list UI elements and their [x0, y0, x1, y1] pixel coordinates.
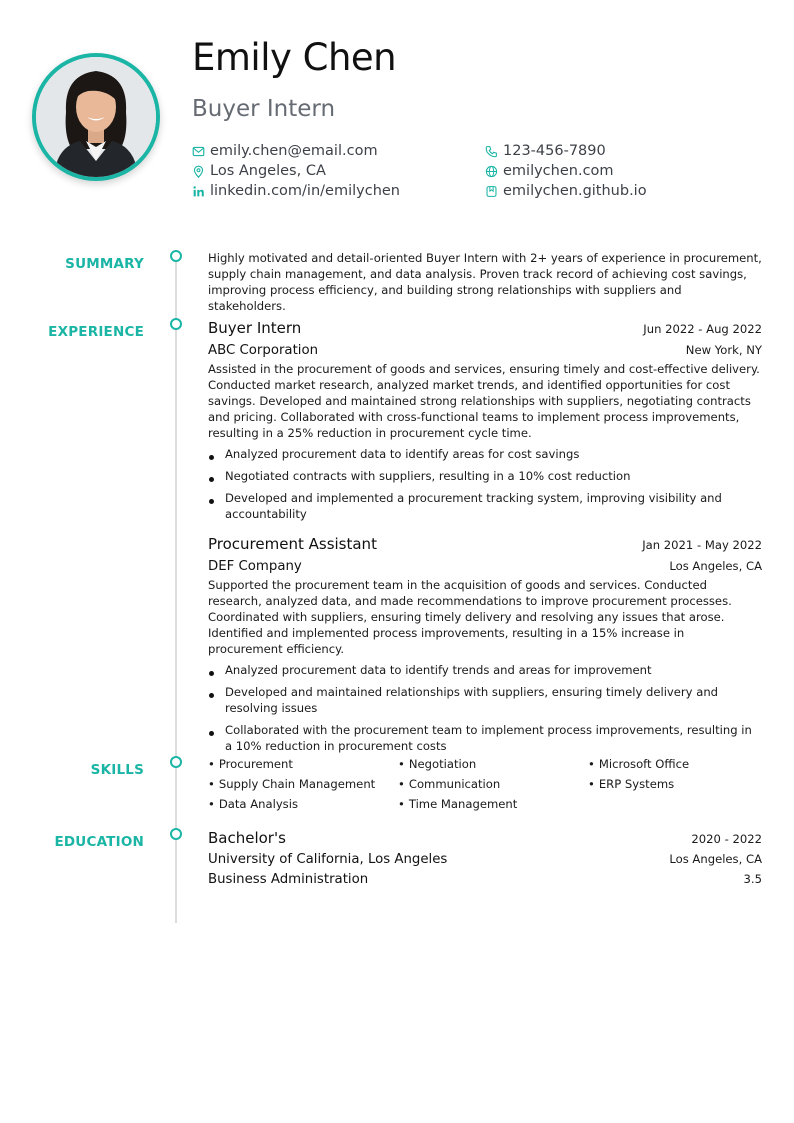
summary-timeline-dot: [170, 250, 182, 262]
candidate-name: Emily Chen: [192, 36, 397, 79]
job-bullet: Negotiated contracts with suppliers, resulting in a 10% cost reduction: [208, 468, 762, 484]
education-timeline-dot: [170, 828, 182, 840]
experience-timeline-dot: [170, 318, 182, 330]
timeline-line: [175, 262, 177, 923]
website-text: emilychen.com: [503, 163, 614, 179]
globe-icon: [485, 165, 498, 178]
job-title: Procurement Assistant: [208, 535, 377, 553]
job-bullets: [208, 662, 762, 754]
skills-section: [208, 756, 762, 812]
education-section: [208, 829, 762, 887]
skill-item: • Microsoft Office: [588, 756, 762, 772]
summary-heading: SUMMARY: [65, 256, 144, 272]
github-contact[interactable]: [485, 183, 647, 199]
education-major-row: [208, 872, 762, 887]
skill-item: • Time Management: [398, 796, 588, 812]
skills-timeline-dot: [170, 756, 182, 768]
skill-item: • ERP Systems: [588, 776, 762, 792]
job-bullet: Developed and maintained relationships with suppliers, ensuring timely delivery and resolving issues: [208, 684, 762, 716]
job-location: New York, NY: [685, 343, 762, 357]
email-contact[interactable]: [192, 143, 378, 159]
summary-section: [208, 250, 762, 314]
linkedin-icon: [192, 185, 205, 198]
skill-item: • Negotiation: [398, 756, 588, 772]
phone-text: 123-456-7890: [503, 143, 606, 159]
job-bullets: [208, 446, 762, 522]
education-heading: EDUCATION: [54, 834, 144, 850]
job-subheader: [208, 343, 762, 358]
school-name: University of California, Los Angeles: [208, 852, 448, 867]
skill-item: • Communication: [398, 776, 588, 792]
phone-contact[interactable]: [485, 143, 606, 159]
major: Business Administration: [208, 872, 369, 887]
job-header: [208, 535, 762, 553]
job-date: Jan 2021 - May 2022: [642, 538, 762, 552]
skill-item: • Data Analysis: [208, 796, 398, 812]
job-title: Buyer Intern: [208, 319, 302, 337]
skills-grid: [208, 756, 762, 812]
degree: Bachelor's: [208, 829, 286, 847]
skill-item: • Supply Chain Management: [208, 776, 398, 792]
education-school-row: [208, 852, 762, 867]
job-entry: [208, 319, 762, 522]
skill-item: • Procurement: [208, 756, 398, 772]
email-text: emily.chen@email.com: [210, 143, 378, 159]
experience-section: [208, 319, 762, 760]
experience-heading: EXPERIENCE: [48, 324, 144, 340]
location-contact: [192, 163, 326, 179]
job-company: ABC Corporation: [208, 343, 319, 358]
skills-heading: SKILLS: [90, 762, 144, 778]
gpa: 3.5: [743, 872, 762, 886]
job-header: [208, 319, 762, 337]
portrait-image: [36, 57, 156, 177]
education-header: [208, 829, 762, 847]
candidate-title: Buyer Intern: [192, 96, 336, 122]
job-description: Supported the procurement team in the acquisition of goods and services. Conducted research, analyzed data, and made recommendations to improve procurement processes. Coordinated with suppliers, ensuring timely delivery and resolving any issues that arose. Identified and implemented process improvements, resulting in a 15% increase in procurement efficiency.: [208, 578, 732, 656]
bookmark-icon: [485, 185, 498, 198]
github-text: emilychen.github.io: [503, 183, 647, 199]
school-location: Los Angeles, CA: [669, 852, 762, 866]
mail-icon: [192, 145, 205, 158]
job-subheader: [208, 559, 762, 574]
summary-text: Highly motivated and detail-oriented Buyer Intern with 2+ years of experience in procurement, supply chain management, and data analysis. Proven track record of achieving cost savings, improving process efficiency, and building strong relationships with suppliers and stakeholders.: [208, 251, 762, 313]
education-years: 2020 - 2022: [691, 832, 762, 846]
linkedin-text: linkedin.com/in/emilychen: [210, 183, 400, 199]
job-company: DEF Company: [208, 559, 302, 574]
job-bullet: Developed and implemented a procurement tracking system, improving visibility and accountability: [208, 490, 762, 522]
job-bullet: Analyzed procurement data to identify trends and areas for improvement: [208, 662, 762, 678]
website-contact[interactable]: [485, 163, 614, 179]
job-description: Assisted in the procurement of goods and services, ensuring timely and cost-effective delivery. Conducted market research, analyzed market trends, and identified opportunities for cost savings. Developed and maintained strong relationships with suppliers, negotiating contracts and pricing. Collaborated with cross-functional teams to implement process improvements, resulting in a 25% reduction in procurement cycle time.: [208, 362, 760, 440]
job-entry: [208, 535, 762, 754]
job-bullet: Analyzed procurement data to identify areas for cost savings: [208, 446, 762, 462]
job-bullet: Collaborated with the procurement team to implement process improvements, resulting in a 10% reduction in procurement costs: [208, 722, 762, 754]
linkedin-contact[interactable]: [192, 183, 400, 199]
map-pin-icon: [192, 165, 205, 178]
job-location: Los Angeles, CA: [669, 559, 762, 573]
phone-icon: [485, 145, 498, 158]
profile-photo: [32, 53, 160, 181]
location-text: Los Angeles, CA: [210, 163, 326, 179]
job-date: Jun 2022 - Aug 2022: [643, 322, 762, 336]
